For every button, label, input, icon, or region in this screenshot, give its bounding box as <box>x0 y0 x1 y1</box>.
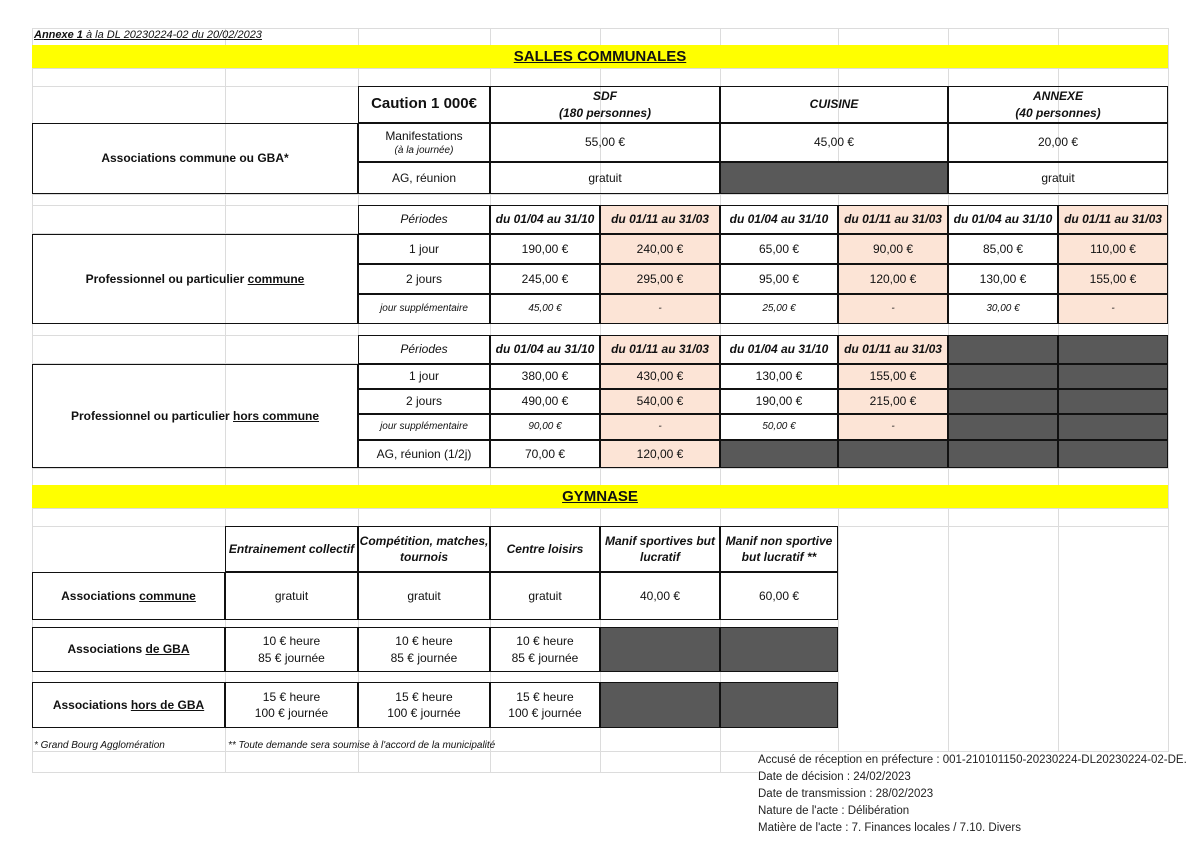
pro-commune-price-1-5-text: 155,00 € <box>1089 271 1137 286</box>
stamp-line-5: Matière de l'acte : 7. Finances locales / 7.10. Divers <box>758 822 1021 834</box>
period-header-hors-0-text: du 01/04 au 31/10 <box>495 342 595 357</box>
gym-price-line-2-2-1: 100 € journée <box>508 706 582 720</box>
pro-commune-price-0-0 <box>490 234 600 264</box>
pro-commune-row-label-0-text: 1 jour <box>408 241 440 256</box>
cuisine-name: CUISINE <box>809 97 859 112</box>
gym-row-label-1-prefix: Associations <box>67 642 146 657</box>
pro-commune-price-1-1 <box>600 264 720 294</box>
pro-hors-price-2-2 <box>720 414 838 440</box>
pro-commune-price-1-2-text: 95,00 € <box>758 271 800 286</box>
sdf-name: SDF <box>593 89 617 104</box>
periods-label-commune <box>358 205 490 234</box>
pro-commune-price-2-5 <box>1058 294 1168 324</box>
pro-commune-price-2-1 <box>600 294 720 324</box>
gym-row-label-0-underlined: commune <box>139 588 196 603</box>
pro-hors-unavailable-0-4 <box>948 364 1058 389</box>
pro-commune-price-1-5 <box>1058 264 1168 294</box>
period-header-hors-1-text: du 01/11 au 31/03 <box>611 342 709 357</box>
pro-hors-unavailable-1-4 <box>948 389 1058 414</box>
pro-hors-unavailable-0-5 <box>1058 364 1168 389</box>
pro-commune-price-1-4-text: 130,00 € <box>979 271 1027 286</box>
assoc-label-text: Associations commune ou GBA* <box>101 151 289 166</box>
pro-commune-label <box>32 234 358 324</box>
gym-row-label-1-underlined: de GBA <box>145 642 190 657</box>
ag-annexe: gratuit <box>1041 170 1075 185</box>
gym-price-line-1-1-1: 85 € journée <box>390 650 458 665</box>
manif-sub: (à la journée) <box>394 144 454 156</box>
pro-commune-price-1-0-text: 245,00 € <box>521 271 569 286</box>
gym-price-0-1 <box>358 572 490 620</box>
gym-header-0-text: Entrainement collectif <box>228 541 355 556</box>
caution-label: Caution 1 000€ <box>371 95 477 113</box>
pro-hors-label <box>32 364 358 468</box>
pro-commune-row-label-0 <box>358 234 490 264</box>
period-header-hors-3-text: du 01/11 au 31/03 <box>844 342 942 357</box>
pro-hors-row-label-0-text: 1 jour <box>408 369 440 384</box>
period-header-hors-2 <box>720 335 838 364</box>
pro-hors-row-label-3-text: AG, réunion (1/2j) <box>376 446 472 461</box>
pro-hors-price-2-2-text: 50,00 € <box>762 421 796 433</box>
stamp-line-2: Date de décision : 24/02/2023 <box>758 771 911 783</box>
pro-commune-price-0-5-text: 110,00 € <box>1090 241 1136 256</box>
pro-commune-price-2-2 <box>720 294 838 324</box>
gym-header-0 <box>225 526 358 572</box>
pro-commune-row-label-1 <box>358 264 490 294</box>
period-header-commune-0-text: du 01/04 au 31/10 <box>495 212 595 227</box>
pro-commune-price-1-1-text: 295,00 € <box>636 271 684 286</box>
pro-commune-price-0-1 <box>600 234 720 264</box>
stamp-line-4: Nature de l'acte : Délibération <box>758 805 910 817</box>
annex-label: Annexe 1 <box>34 29 83 41</box>
note-gba: * Grand Bourg Agglomération <box>34 740 165 751</box>
pro-hors-price-0-1-text: 430,00 € <box>636 369 684 384</box>
pro-commune-price-0-4 <box>948 234 1058 264</box>
pro-hors-unavailable-1-5 <box>1058 389 1168 414</box>
pro-hors-price-0-2-text: 130,00 € <box>755 369 803 384</box>
pro-commune-price-0-3 <box>838 234 948 264</box>
pro-commune-row-label-2 <box>358 294 490 324</box>
pro-hors-price-2-3 <box>838 414 948 440</box>
pro-commune-price-2-2-text: 25,00 € <box>762 303 796 315</box>
pro-hors-price-1-2-text: 190,00 € <box>755 394 803 409</box>
gym-header-1-text: Compétition, matches, tournois <box>359 533 489 564</box>
period-header-hors-0 <box>490 335 600 364</box>
pro-hors-row-label-1 <box>358 389 490 414</box>
pro-hors-price-3-1 <box>600 440 720 468</box>
gym-unavailable-1-3 <box>600 627 720 672</box>
pro-commune-row-label-1-text: 2 jours <box>405 271 443 286</box>
gymnase-title-banner <box>32 485 1168 508</box>
pro-hors-label-prefix: Professionnel ou particulier <box>70 408 234 423</box>
pro-commune-price-1-4 <box>948 264 1058 294</box>
pro-hors-label-underlined: hors commune <box>233 408 320 423</box>
pro-hors-unavailable-3-2 <box>720 440 838 468</box>
prefecture-stamp <box>758 752 1197 837</box>
pro-hors-price-1-1 <box>600 389 720 414</box>
pro-commune-price-1-0 <box>490 264 600 294</box>
gym-header-3-text: Manif sportives but lucratif <box>604 533 715 564</box>
pro-hors-price-1-0 <box>490 389 600 414</box>
col-annexe-header <box>948 86 1168 123</box>
gym-price-0-3 <box>600 572 720 620</box>
period-header-hors-dark-1 <box>948 335 1058 364</box>
pro-hors-price-2-1 <box>600 414 720 440</box>
pro-commune-price-0-5 <box>1058 234 1168 264</box>
pro-hors-unavailable-3-3 <box>838 440 948 468</box>
stamp-line-3: Date de transmission : 28/02/2023 <box>758 788 934 800</box>
col-cuisine-header <box>720 86 948 123</box>
pro-commune-price-0-3-text: 90,00 € <box>872 241 914 256</box>
gym-header-3 <box>600 526 720 572</box>
gym-header-1 <box>358 526 490 572</box>
pro-commune-price-0-2-text: 65,00 € <box>758 241 800 256</box>
pro-commune-price-1-3 <box>838 264 948 294</box>
annexe-capacity: (40 personnes) <box>1015 105 1101 120</box>
manif-cuisine: 45,00 € <box>813 135 855 150</box>
gym-header-2 <box>490 526 600 572</box>
salles-title-banner <box>32 45 1168 68</box>
pro-hors-price-1-3 <box>838 389 948 414</box>
gym-price-line-1-0-1: 85 € journée <box>258 650 325 665</box>
period-header-hors-2-text: du 01/04 au 31/10 <box>729 342 829 357</box>
gym-price-0-4-text: 60,00 € <box>758 588 800 603</box>
gym-price-0-2-text: gratuit <box>528 588 562 603</box>
stamp-line-1: Accusé de réception en préfecture : 001-210101150-20230224-DL20230224-02-DE. <box>758 754 1187 766</box>
pro-hors-unavailable-2-5 <box>1058 414 1168 440</box>
pro-hors-row-label-2-text: jour supplémentaire <box>380 421 468 433</box>
ag-label-cell <box>358 162 490 194</box>
pro-commune-price-1-2 <box>720 264 838 294</box>
assoc-commune-gba-label <box>32 123 358 194</box>
gym-row-label-1 <box>32 627 225 672</box>
pro-commune-price-2-1-text: - <box>658 303 662 315</box>
ag-sdf-cell <box>490 162 720 194</box>
gym-price-1-1 <box>358 627 490 672</box>
pro-commune-label-underlined: commune <box>247 271 305 286</box>
note-municipalite: ** Toute demande sera soumise à l'accord de la municipalité <box>228 740 496 751</box>
pro-hors-price-2-3-text: - <box>891 421 895 433</box>
period-header-commune-5 <box>1058 205 1168 234</box>
gym-price-2-2 <box>490 682 600 728</box>
pro-hors-row-label-2 <box>358 414 490 440</box>
gym-unavailable-2-4 <box>720 682 838 728</box>
period-header-commune-4 <box>948 205 1058 234</box>
period-header-hors-3 <box>838 335 948 364</box>
pro-commune-label-prefix: Professionnel ou particulier <box>85 271 248 286</box>
pro-hors-price-0-3-text: 155,00 € <box>869 369 917 384</box>
manif-cuisine-cell <box>720 123 948 162</box>
pro-hors-price-2-1-text: - <box>658 421 662 433</box>
pro-commune-price-2-4-text: 30,00 € <box>986 303 1020 315</box>
gym-price-line-1-1-0: 10 € heure <box>395 634 453 649</box>
pro-hors-price-1-3-text: 215,00 € <box>869 394 917 409</box>
pro-commune-price-2-0-text: 45,00 € <box>528 303 562 315</box>
pro-hors-price-1-1-text: 540,00 € <box>636 394 684 409</box>
period-header-commune-3-text: du 01/11 au 31/03 <box>844 212 942 227</box>
period-header-commune-2-text: du 01/04 au 31/10 <box>729 212 829 227</box>
period-header-commune-2 <box>720 205 838 234</box>
pro-commune-price-2-4 <box>948 294 1058 324</box>
ag-label: AG, réunion <box>391 170 457 185</box>
pro-commune-price-2-5-text: - <box>1111 303 1115 315</box>
manif-annexe: 20,00 € <box>1037 135 1079 150</box>
gymnase-title: GYMNASE <box>562 488 638 505</box>
gym-price-line-2-0-1: 100 € journée <box>254 706 329 720</box>
salles-title: SALLES COMMUNALES <box>513 48 687 65</box>
period-header-hors-dark-2 <box>1058 335 1168 364</box>
period-header-commune-0 <box>490 205 600 234</box>
pro-commune-price-0-4-text: 85,00 € <box>982 241 1024 256</box>
periods-label-hors <box>358 335 490 364</box>
gym-price-line-2-0-0: 15 € heure <box>262 689 321 704</box>
manif-sdf-cell <box>490 123 720 162</box>
pro-hors-row-label-0 <box>358 364 490 389</box>
pro-commune-price-0-2 <box>720 234 838 264</box>
periods-label-commune-text: Périodes <box>400 212 448 227</box>
gym-unavailable-1-4 <box>720 627 838 672</box>
sdf-capacity: (180 personnes) <box>558 105 652 120</box>
gym-price-line-1-2-1: 85 € journée <box>511 650 579 665</box>
pro-hors-price-3-1-text: 120,00 € <box>636 446 684 461</box>
period-header-commune-4-text: du 01/04 au 31/10 <box>953 212 1053 227</box>
gym-price-line-1-0-0: 10 € heure <box>262 634 321 649</box>
pro-commune-price-2-3 <box>838 294 948 324</box>
gym-price-line-1-2-0: 10 € heure <box>516 634 574 649</box>
pro-hors-price-1-2 <box>720 389 838 414</box>
period-header-hors-1 <box>600 335 720 364</box>
pro-hors-price-3-0 <box>490 440 600 468</box>
pro-hors-price-0-2 <box>720 364 838 389</box>
pro-hors-price-1-0-text: 490,00 € <box>521 394 569 409</box>
col-sdf-header <box>490 86 720 123</box>
gym-price-2-1 <box>358 682 490 728</box>
pro-commune-price-2-3-text: - <box>891 303 895 315</box>
gym-price-0-2 <box>490 572 600 620</box>
manif-label-cell <box>358 123 490 162</box>
pro-commune-price-1-3-text: 120,00 € <box>869 271 917 286</box>
pro-commune-price-0-1-text: 240,00 € <box>636 241 684 256</box>
pro-hors-price-2-0-text: 90,00 € <box>528 421 562 433</box>
gym-price-line-2-1-0: 15 € heure <box>395 689 453 704</box>
pro-commune-price-0-0-text: 190,00 € <box>521 241 569 256</box>
gym-price-line-2-2-0: 15 € heure <box>516 689 574 704</box>
pro-hors-unavailable-2-4 <box>948 414 1058 440</box>
pro-hors-price-0-0-text: 380,00 € <box>521 369 569 384</box>
gym-price-0-0 <box>225 572 358 620</box>
ag-sdf: gratuit <box>588 170 622 185</box>
gym-price-1-2 <box>490 627 600 672</box>
gym-price-0-1-text: gratuit <box>407 588 441 603</box>
period-header-commune-5-text: du 01/11 au 31/03 <box>1064 212 1162 227</box>
period-header-commune-1-text: du 01/11 au 31/03 <box>611 212 709 227</box>
manif-annexe-cell <box>948 123 1168 162</box>
gym-price-0-0-text: gratuit <box>274 588 309 603</box>
period-header-commune-1 <box>600 205 720 234</box>
gym-header-4-text: Manif non sportive but lucratif ** <box>725 533 833 564</box>
gym-row-label-0 <box>32 572 225 620</box>
ag-annexe-cell <box>948 162 1168 194</box>
manif-sdf: 55,00 € <box>584 135 626 150</box>
annex-reference <box>34 29 262 41</box>
pro-hors-price-0-1 <box>600 364 720 389</box>
periods-label-hors-text: Périodes <box>400 342 448 357</box>
gym-row-label-2-underlined: hors de GBA <box>130 697 205 712</box>
pro-hors-price-0-0 <box>490 364 600 389</box>
gym-row-label-2 <box>32 682 225 728</box>
gym-row-label-2-prefix: Associations <box>52 697 131 712</box>
gym-price-1-0 <box>225 627 358 672</box>
annex-ref: à la DL 20230224-02 du 20/02/2023 <box>82 29 262 41</box>
pro-hors-row-label-1-text: 2 jours <box>405 394 443 409</box>
ag-cuisine-cell-unavailable <box>720 162 948 194</box>
pro-hors-price-3-0-text: 70,00 € <box>524 446 566 461</box>
period-header-commune-3 <box>838 205 948 234</box>
gym-price-0-3-text: 40,00 € <box>639 588 681 603</box>
gym-price-0-4 <box>720 572 838 620</box>
pro-hors-unavailable-3-5 <box>1058 440 1168 468</box>
caution-cell <box>358 86 490 123</box>
pro-commune-row-label-2-text: jour supplémentaire <box>380 303 468 315</box>
gym-header-2-text: Centre loisirs <box>506 541 584 556</box>
pro-hors-price-2-0 <box>490 414 600 440</box>
manif-label: Manifestations <box>385 128 463 143</box>
gym-unavailable-2-3 <box>600 682 720 728</box>
pro-hors-unavailable-3-4 <box>948 440 1058 468</box>
annexe-name: ANNEXE <box>1032 89 1083 104</box>
pro-hors-row-label-3 <box>358 440 490 468</box>
pro-commune-price-2-0 <box>490 294 600 324</box>
gym-header-4 <box>720 526 838 572</box>
gym-price-line-2-1-1: 100 € journée <box>387 706 461 720</box>
gym-price-2-0 <box>225 682 358 728</box>
gym-row-label-0-prefix: Associations <box>61 588 140 603</box>
pro-hors-price-0-3 <box>838 364 948 389</box>
